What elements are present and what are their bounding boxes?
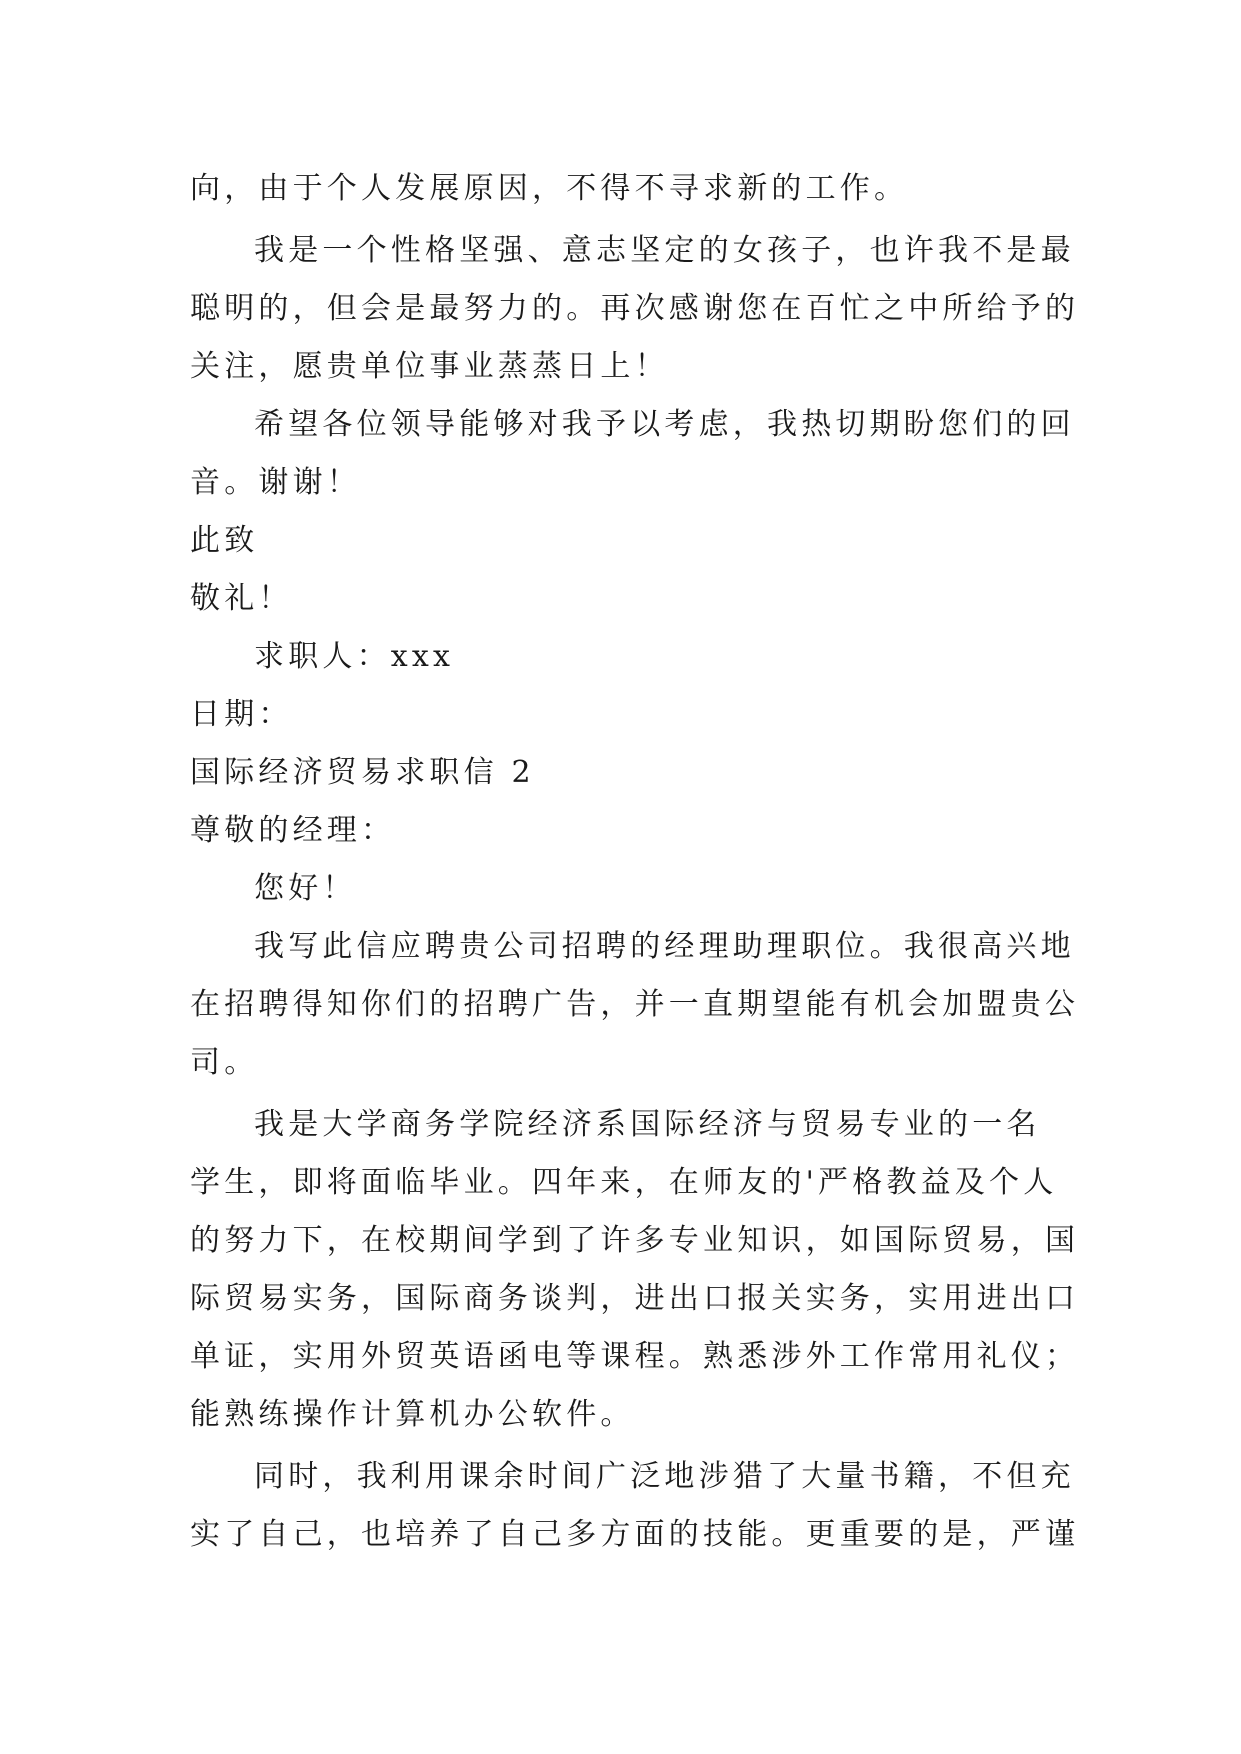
text-line: 敬礼！ bbox=[190, 581, 293, 616]
text-line: 希望各位领导能够对我予以考虑，我热切期盼您们的回 bbox=[254, 407, 1075, 442]
text-line: 国际经济贸易求职信 2 bbox=[190, 755, 535, 790]
text-line: 实了自己，也培养了自己多方面的技能。更重要的是，严谨 bbox=[190, 1517, 1080, 1552]
paragraph-continuation bbox=[190, 160, 1050, 218]
text-line: 您好！ bbox=[254, 871, 357, 906]
closing-regards bbox=[190, 570, 1050, 628]
text-line: 关注，愿贵单位事业蒸蒸日上！ bbox=[190, 349, 669, 384]
paragraph-application bbox=[190, 918, 1080, 1092]
section-title bbox=[190, 744, 1050, 802]
signature-applicant bbox=[190, 628, 1050, 686]
text-line: 音。谢谢！ bbox=[190, 465, 361, 500]
text-line: 的努力下，在校期间学到了许多专业知识，如国际贸易，国 bbox=[190, 1223, 1080, 1258]
closing-salutation bbox=[190, 512, 1050, 570]
text-line: 际贸易实务，国际商务谈判，进出口报关实务，实用进出口 bbox=[190, 1281, 1080, 1316]
greeting bbox=[190, 860, 1050, 918]
paragraph-education bbox=[190, 1096, 1080, 1444]
text-line: 能熟练操作计算机办公软件。 bbox=[190, 1397, 635, 1432]
text-line: 同时，我利用课余时间广泛地涉猎了大量书籍，不但充 bbox=[254, 1459, 1075, 1494]
text-line: 聪明的，但会是最努力的。再次感谢您在百忙之中所给予的 bbox=[190, 291, 1080, 326]
text-line: 单证，实用外贸英语函电等课程。熟悉涉外工作常用礼仪； bbox=[190, 1339, 1080, 1374]
text-line: 我是一个性格坚强、意志坚定的女孩子，也许我不是最 bbox=[254, 233, 1075, 268]
text-line: 求职人：xxx bbox=[254, 639, 455, 674]
document-body bbox=[190, 160, 1080, 1564]
paragraph-personality bbox=[190, 222, 1080, 396]
text-line: 我写此信应聘贵公司招聘的经理助理职位。我很高兴地 bbox=[254, 929, 1075, 964]
text-line: 日期： bbox=[190, 697, 293, 732]
text-line: 学生，即将面临毕业。四年来，在师友的'严格教益及个人 bbox=[190, 1165, 1058, 1200]
text-line: 尊敬的经理： bbox=[190, 813, 396, 848]
text-line: 在招聘得知你们的招聘广告，并一直期望能有机会加盟贵公 bbox=[190, 987, 1080, 1022]
letter-salutation bbox=[190, 802, 1050, 860]
paragraph-skills bbox=[190, 1448, 1080, 1564]
text-line: 司。 bbox=[190, 1045, 259, 1080]
text-line: 向，由于个人发展原因，不得不寻求新的工作。 bbox=[190, 171, 909, 206]
text-line: 此致 bbox=[190, 523, 259, 558]
signature-date bbox=[190, 686, 1050, 744]
text-line: 我是大学商务学院经济系国际经济与贸易专业的一名 bbox=[254, 1107, 1041, 1142]
paragraph-hope bbox=[190, 396, 1075, 512]
